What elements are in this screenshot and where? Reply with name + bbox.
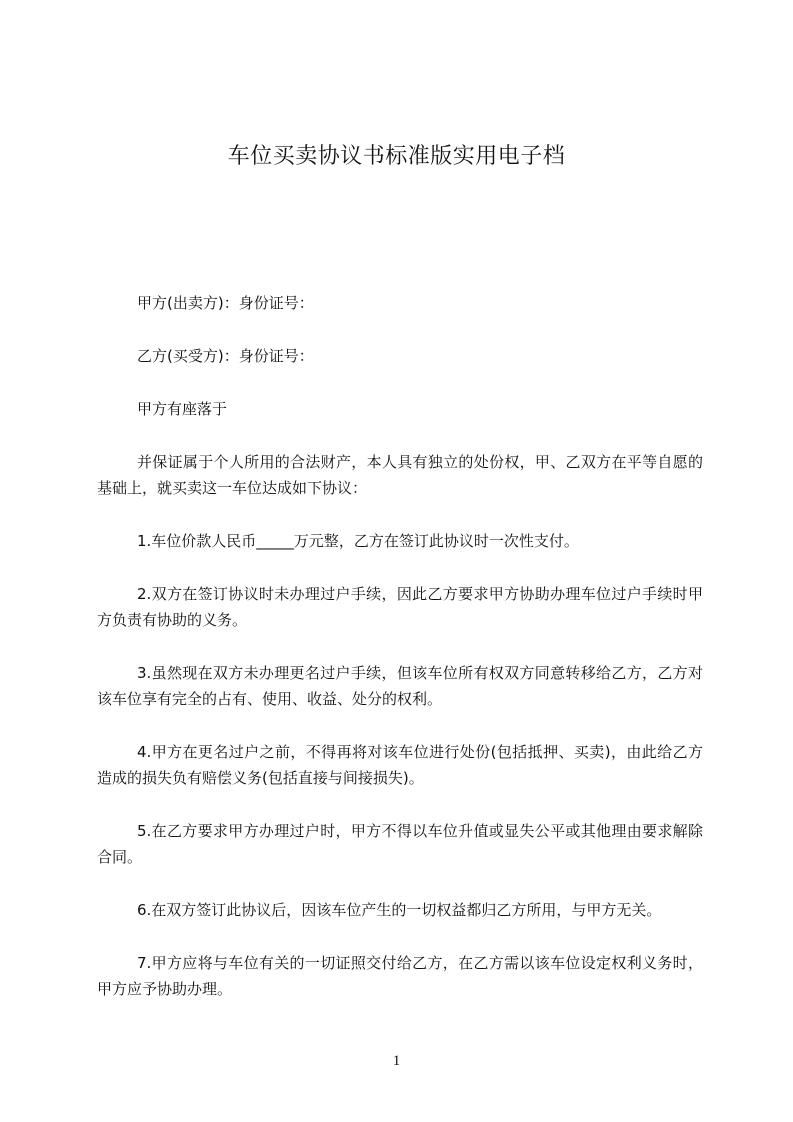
clause-4: 4.甲方在更名过户之前，不得再将对该车位进行处份(包括抵押、买卖)，由此给乙方造成的损失负有赔偿义务(包括直接与间接损失)。 xyxy=(97,743,703,787)
clause-5: 5.在乙方要求甲方办理过户时，甲方不得以车位升值或显失公平或其他理由要求解除合同。 xyxy=(97,822,703,866)
document-title: 车位买卖协议书标准版实用电子档 xyxy=(227,144,566,169)
paragraph-location: 甲方有座落于 xyxy=(137,400,228,418)
clause-2: 2.双方在签订协议时未办理过户手续，因此乙方要求甲方协助办理车位过户手续时甲方负责有协助的义务。 xyxy=(97,585,703,629)
clause-1: 1.车位价款人民币_____万元整，乙方在签订此协议时一次性支付。 xyxy=(137,532,579,550)
clause-7: 7.甲方应将与车位有关的一切证照交付给乙方，在乙方需以该车位设定权利义务时，甲方应予协助办理。 xyxy=(97,954,703,998)
clause-3: 3.虽然现在双方未办理更名过户手续，但该车位所有权双方同意转移给乙方，乙方对该车位享有完全的占有、使用、收益、处分的权利。 xyxy=(97,664,703,708)
clause-6: 6.在双方签订此协议后，因该车位产生的一切权益都归乙方所用，与甲方无关。 xyxy=(137,901,662,919)
document-body xyxy=(97,290,703,1029)
paragraph-preamble: 并保证属于个人所用的合法财产，本人具有独立的处份权，甲、乙双方在平等自愿的基础上，就买卖这一车位达成如下协议： xyxy=(97,453,703,497)
paragraph-party-b: 乙方(买受方)：身份证号： xyxy=(137,347,314,365)
page-number: 1 xyxy=(392,1053,401,1069)
paragraph-party-a: 甲方(出卖方)：身份证号： xyxy=(137,294,314,312)
